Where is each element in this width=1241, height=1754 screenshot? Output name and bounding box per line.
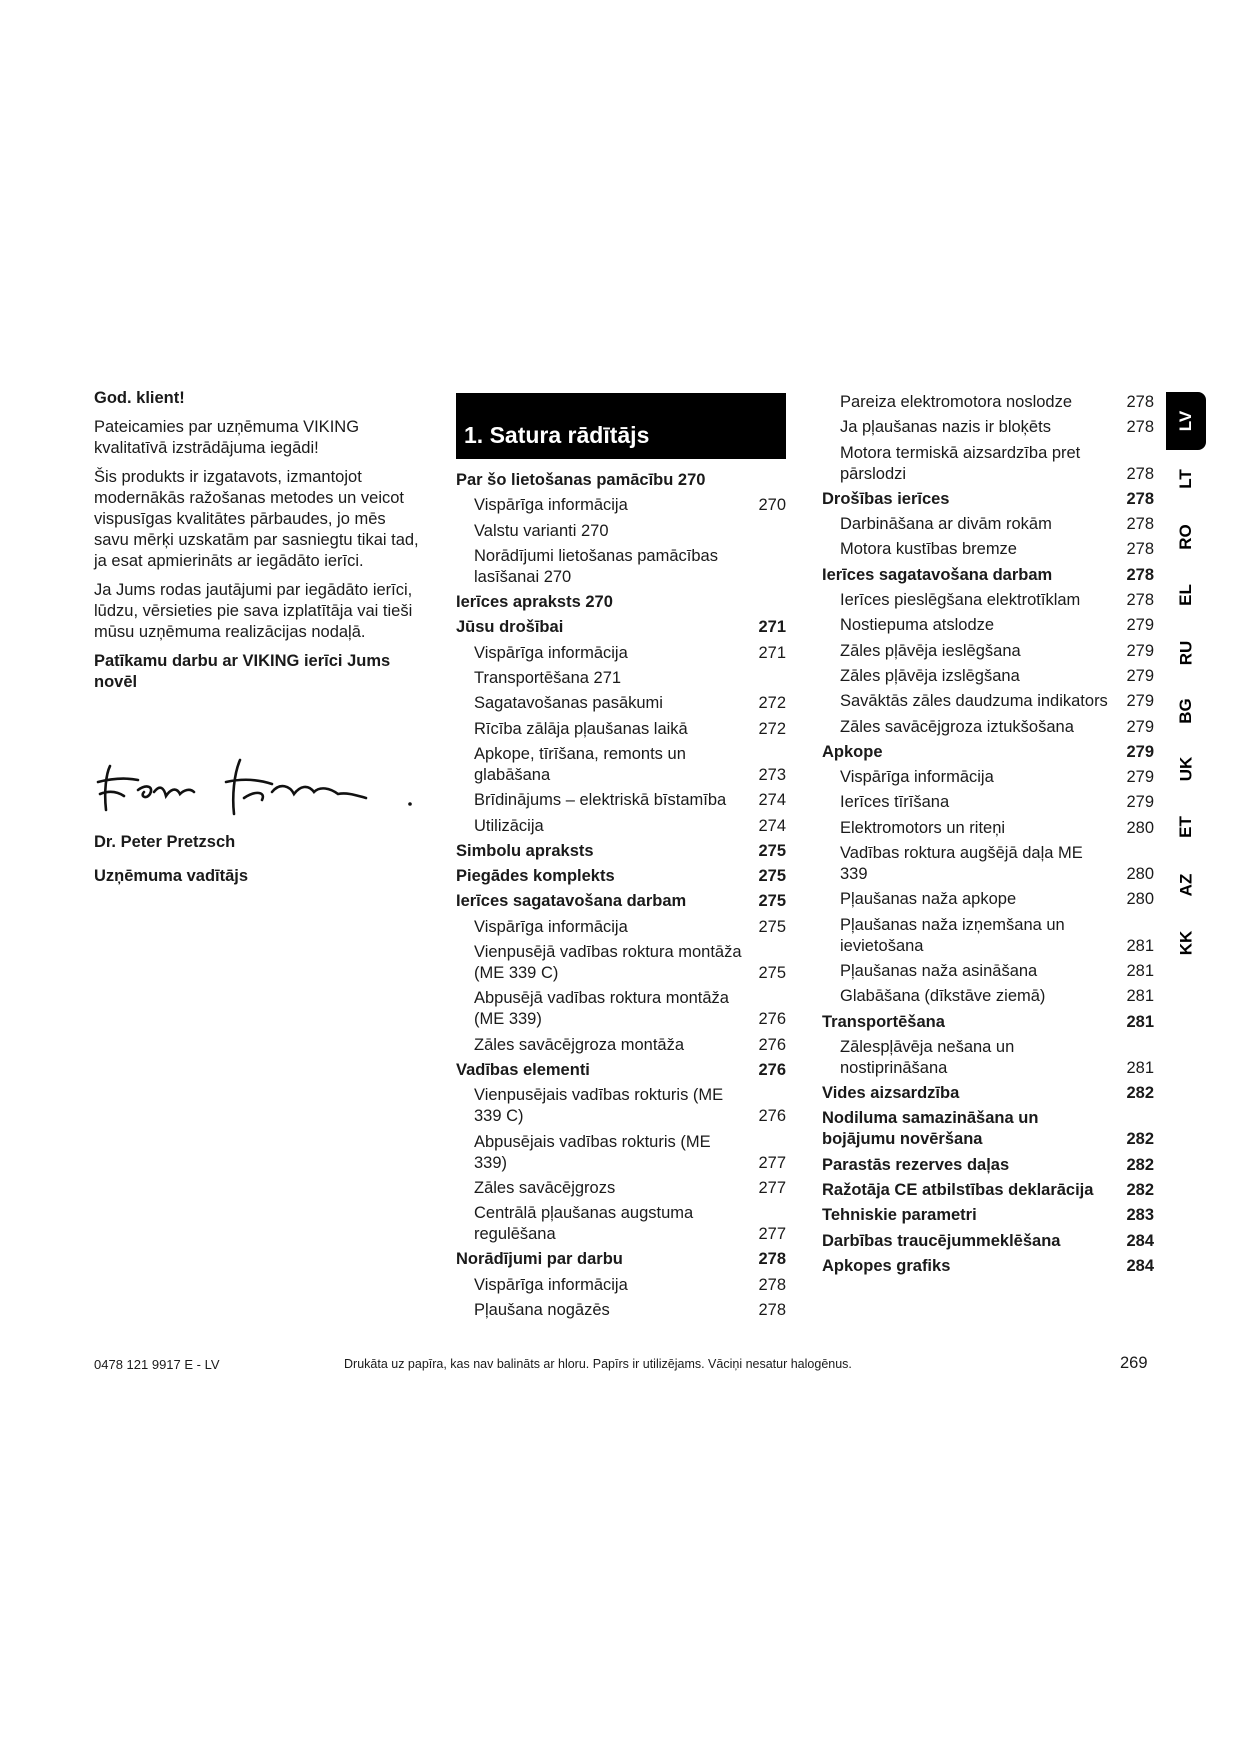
language-tabs [1166, 392, 1206, 972]
toc-entry [822, 590, 1154, 611]
toc-entry-page: 276 [758, 1107, 786, 1126]
toc-entry-page: 275 [758, 867, 786, 886]
language-tab-lt [1166, 450, 1206, 508]
toc-column-2 [822, 392, 1154, 1281]
toc-entry-page: 278 [758, 1301, 786, 1320]
toc-entry-page: 279 [1126, 717, 1154, 736]
toc-entry-title: Nostiepuma atslodze [840, 616, 995, 635]
toc-entry-title: Abpusējais vadības rokturis (ME 339) [474, 1132, 711, 1172]
toc-entry-title: Ja pļaušanas nazis ir bloķēts [840, 418, 1051, 437]
toc-entry-title: Parastās rezerves daļas [822, 1155, 1010, 1174]
closing-line: Patīkamu darbu ar VIKING ierīci Jums novēl [94, 652, 391, 691]
toc-entry [822, 514, 1154, 535]
toc-section [822, 1012, 1154, 1033]
toc-entry-page: 278 [1126, 565, 1154, 584]
toc-entry-title: Motora kustības bremze [840, 540, 1017, 559]
toc-entry [822, 767, 1154, 788]
toc-entry-title: Zāles pļāvēja ieslēgšana [840, 641, 1021, 660]
toc-entry-title: Ražotāja CE atbilstības deklarācija [822, 1181, 1094, 1200]
toc-entry-title: Pļaušanas naža asināšana [840, 961, 1038, 980]
toc-entry-page: 278 [1126, 393, 1154, 411]
toc-entry [456, 1132, 786, 1174]
toc-entry-page: 276 [758, 1010, 786, 1029]
signatory-role: Uzņēmuma vadītājs [94, 867, 249, 885]
toc-entry-title: Pļaušanas naža izņemšana un ievietošana [840, 915, 1065, 955]
toc-entry [822, 691, 1154, 712]
toc-entry-title: Norādījumi lietošanas pamācības lasīšanai 270 [474, 546, 718, 586]
toc-entry-title: Vadības roktura augšējā daļa ME 339 [840, 844, 1083, 884]
toc-entry-page: 277 [758, 1153, 786, 1172]
toc-entry [822, 717, 1154, 738]
toc-entry-title: Ierīces tīrīšana [840, 793, 950, 812]
toc-entry-title: Nodiluma samazināšana un bojājumu novēršana [822, 1109, 1039, 1149]
toc-section [822, 1108, 1154, 1150]
toc-entry [456, 988, 786, 1030]
language-tab-label: LT [1175, 469, 1195, 489]
toc-entry-page: 283 [1126, 1206, 1154, 1225]
toc-entry-title: Vispārīga informācija [474, 643, 628, 662]
toc-column-1 [456, 470, 786, 1325]
intro-paragraph-1: Pateicamies par uzņēmuma VIKING kvalitatīvā izstrādājuma iegādi! [94, 418, 360, 457]
toc-section [456, 1249, 786, 1270]
toc-section [456, 841, 786, 862]
language-tab-et [1166, 798, 1206, 856]
toc-section [822, 1155, 1154, 1176]
toc-entry-page: 278 [758, 1250, 786, 1269]
toc-entry [456, 1178, 786, 1199]
toc-entry-page: 279 [1126, 742, 1154, 761]
toc-entry-page: 270 [758, 496, 786, 515]
language-tab-label: RU [1176, 640, 1195, 666]
signature-image [94, 752, 424, 824]
toc-entry-page: 271 [758, 643, 786, 662]
toc-section [456, 592, 786, 613]
toc-entry-page: 278 [1126, 591, 1154, 610]
toc-entry-title: Zāles savācējgrozs [474, 1178, 616, 1197]
language-tab-ro [1166, 508, 1206, 566]
toc-entry [456, 495, 786, 516]
toc-section [456, 891, 786, 912]
toc-entry-page: 278 [1126, 418, 1154, 437]
toc-section [822, 1205, 1154, 1226]
signatory-name: Dr. Peter Pretzsch [94, 833, 236, 851]
toc-entry-title: Norādījumi par darbu [456, 1250, 623, 1269]
toc-entry-title: Piegādes komplekts [456, 867, 615, 886]
toc-entry [822, 1037, 1154, 1079]
intro-paragraph-2: Šis produkts ir izgatavots, izmantojot modernākās ražošanas metodes un veicot vispusīgas kvalitātes pārbaudes, jo mēs savu mērķi uzskatām par sasniegtu tikai tad, ja esat apmierināts ar iegādāto ierīci. [94, 468, 419, 570]
toc-entry-page: 271 [758, 618, 786, 637]
toc-entry-page: 280 [1126, 890, 1154, 909]
language-tab-az [1166, 856, 1206, 914]
toc-entry-page: 284 [1126, 1256, 1154, 1275]
toc-entry [822, 392, 1154, 413]
toc-entry-title: Vadības elementi [456, 1060, 590, 1079]
toc-entry-title: Ierīces sagatavošana darbam [456, 892, 687, 911]
toc-entry-title: Rīcība zālāja pļaušanas laikā [474, 719, 688, 738]
toc-entry-page: 279 [1126, 692, 1154, 711]
toc-entry [822, 889, 1154, 910]
toc-heading: 1. Satura rādītājs [456, 393, 786, 459]
toc-entry-title: Abpusējā vadības roktura montāža (ME 339) [474, 989, 729, 1029]
toc-entry-page: 279 [1126, 616, 1154, 635]
toc-entry [822, 792, 1154, 813]
toc-entry-title: Ierīces sagatavošana darbam [822, 565, 1053, 584]
toc-entry-title: Elektromotors un riteņi [840, 818, 1006, 837]
toc-entry [456, 668, 786, 689]
toc-entry [456, 1085, 786, 1127]
toc-entry [822, 641, 1154, 662]
toc-entry [822, 417, 1154, 438]
toc-entry-page: 282 [1126, 1084, 1154, 1103]
toc-entry-page: 279 [1126, 793, 1154, 812]
toc-entry-title: Brīdinājums – elektriskā bīstamība [474, 791, 727, 810]
toc-entry-title: Ierīces apraksts 270 [456, 593, 613, 612]
greeting: God. klient! [94, 389, 185, 407]
toc-entry-title: Apkope, tīrīšana, remonts un glabāšana [474, 744, 686, 784]
toc-entry-page: 281 [1126, 961, 1154, 980]
toc-entry-title: Darbināšana ar divām rokām [840, 515, 1052, 534]
toc-entry-title: Transportēšana 271 [474, 669, 622, 688]
toc-entry-title: Vienpusējais vadības rokturis (ME 339 C) [474, 1086, 724, 1126]
toc-entry-page: 278 [1126, 489, 1154, 508]
toc-entry-title: Zāles pļāvēja izslēgšana [840, 666, 1020, 685]
toc-entry [822, 615, 1154, 636]
toc-entry-title: Apkope [822, 742, 883, 761]
toc-entry-page: 281 [1126, 987, 1154, 1006]
toc-entry [822, 443, 1154, 485]
toc-entry [822, 986, 1154, 1007]
toc-entry [456, 643, 786, 664]
toc-entry-title: Pareiza elektromotora noslodze [840, 393, 1073, 411]
toc-entry-title: Simbolu apraksts [456, 841, 594, 860]
toc-section [456, 470, 786, 491]
toc-entry-page: 276 [758, 1060, 786, 1079]
toc-entry-title: Glabāšana (dīkstāve ziemā) [840, 987, 1046, 1006]
toc-entry [456, 917, 786, 938]
intro-paragraph-3: Ja Jums rodas jautājumi par iegādāto ierīci, lūdzu, vērsieties pie sava izplatītāja vai tieši mūsu uzņēmuma realizācijas nodaļā. [94, 581, 413, 641]
toc-entry-page: 281 [1126, 936, 1154, 955]
toc-section [822, 565, 1154, 586]
toc-entry-page: 278 [1126, 464, 1154, 483]
toc-entry-title: Vienpusējā vadības roktura montāža (ME 339 C) [474, 943, 742, 983]
toc-entry [456, 693, 786, 714]
toc-entry [822, 843, 1154, 885]
toc-entry-title: Pļaušana nogāzēs [474, 1301, 610, 1320]
toc-entry-page: 275 [758, 964, 786, 983]
language-tab-kk [1166, 914, 1206, 972]
paper-note: Drukāta uz papīra, kas nav balināts ar hloru. Papīrs ir utilizējams. Vāciņi nesatur halogēnus. [344, 1357, 852, 1371]
toc-entry-title: Utilizācija [474, 816, 544, 835]
toc-entry-title: Valstu varianti 270 [474, 521, 609, 540]
toc-entry-title: Vides aizsardzība [822, 1084, 960, 1103]
toc-entry [456, 816, 786, 837]
toc-entry-page: 281 [1126, 1058, 1154, 1077]
toc-entry [822, 961, 1154, 982]
toc-entry [456, 1300, 786, 1321]
language-tab-label: KK [1176, 930, 1195, 956]
toc-section [822, 489, 1154, 510]
toc-entry-title: Vispārīga informācija [474, 917, 628, 936]
toc-entry [456, 1203, 786, 1245]
toc-entry-title: Transportēšana [822, 1012, 945, 1031]
toc-entry-title: Vispārīga informācija [474, 1275, 628, 1294]
toc-entry-title: Jūsu drošībai [456, 618, 564, 637]
language-tab-bg [1166, 682, 1206, 740]
toc-section [456, 866, 786, 887]
toc-section [822, 1231, 1154, 1252]
intro-letter [94, 388, 424, 701]
language-tab-label: AZ [1175, 873, 1195, 897]
toc-entry-title: Motora termiskā aizsardzība pret pārslodzi [840, 443, 1081, 483]
toc-entry-page: 281 [1126, 1012, 1154, 1031]
page-number: 269 [1120, 1354, 1148, 1372]
toc-entry-page: 275 [758, 892, 786, 911]
toc-entry-page: 279 [1126, 768, 1154, 787]
language-tab-label: RO [1176, 524, 1195, 550]
toc-entry-page: 272 [758, 719, 786, 738]
toc-entry-page: 274 [758, 791, 786, 810]
toc-entry [456, 790, 786, 811]
language-tab-el [1166, 566, 1206, 624]
toc-entry [822, 666, 1154, 687]
toc-entry-page: 279 [1126, 666, 1154, 685]
toc-entry-title: Centrālā pļaušanas augstuma regulēšana [474, 1204, 694, 1244]
toc-entry-title: Drošības ierīces [822, 489, 950, 508]
toc-section [822, 1180, 1154, 1201]
toc-section [456, 1060, 786, 1081]
toc-entry-title: Sagatavošanas pasākumi [474, 694, 663, 713]
toc-entry-page: 274 [758, 816, 786, 835]
language-tab-lv [1166, 392, 1206, 450]
toc-entry [456, 546, 786, 588]
toc-entry-title: Par šo lietošanas pamācību 270 [456, 471, 706, 489]
toc-entry [822, 539, 1154, 560]
toc-entry [456, 1035, 786, 1056]
toc-entry-page: 276 [758, 1035, 786, 1054]
language-tab-label: EL [1175, 584, 1195, 606]
toc-entry-page: 275 [758, 917, 786, 936]
toc-entry-page: 282 [1126, 1181, 1154, 1200]
toc-entry-page: 277 [758, 1225, 786, 1244]
toc-entry [822, 818, 1154, 839]
toc-entry-title: Zāles savācējgroza iztukšošana [840, 717, 1074, 736]
toc-entry-title: Tehniskie parametri [822, 1206, 977, 1225]
toc-entry-title: Pļaušanas naža apkope [840, 890, 1017, 909]
toc-entry-page: 284 [1126, 1231, 1154, 1250]
toc-entry-page: 280 [1126, 865, 1154, 884]
toc-entry-title: Apkopes grafiks [822, 1256, 951, 1275]
toc-entry-title: Darbības traucējummeklēšana [822, 1231, 1061, 1250]
toc-entry [456, 942, 786, 984]
toc-entry-page: 275 [758, 841, 786, 860]
toc-entry-page: 278 [758, 1275, 786, 1294]
toc-entry-page: 277 [758, 1178, 786, 1197]
toc-entry-page: 278 [1126, 540, 1154, 559]
toc-entry-page: 282 [1126, 1130, 1154, 1149]
toc-entry [456, 1275, 786, 1296]
toc-entry-page: 278 [1126, 515, 1154, 534]
toc-entry [456, 744, 786, 786]
toc-entry [456, 719, 786, 740]
toc-section [456, 617, 786, 638]
toc-entry-title: Zāles savācējgroza montāža [474, 1035, 685, 1054]
toc-entry-page: 272 [758, 694, 786, 713]
toc-entry-page: 279 [1126, 641, 1154, 660]
toc-section [822, 1256, 1154, 1277]
toc-entry-page: 280 [1126, 818, 1154, 837]
language-tab-ru [1166, 624, 1206, 682]
toc-entry [456, 521, 786, 542]
toc-entry-title: Vispārīga informācija [840, 768, 994, 787]
toc-entry-title: Zālespļāvēja nešana un nostiprināšana [840, 1037, 1015, 1077]
toc-entry [822, 915, 1154, 957]
language-tab-label: LV [1176, 410, 1195, 432]
toc-entry-title: Savāktās zāles daudzuma indikators [840, 692, 1108, 711]
language-tab-label: UK [1176, 756, 1195, 782]
toc-entry-title: Vispārīga informācija [474, 496, 628, 515]
language-tab-label: ET [1175, 816, 1195, 838]
language-tab-label: BG [1176, 698, 1195, 724]
toc-entry-page: 282 [1126, 1155, 1154, 1174]
document-code: 0478 121 9917 E - LV [94, 1357, 220, 1372]
toc-entry-page: 273 [758, 765, 786, 784]
toc-section [822, 1083, 1154, 1104]
language-tab-uk [1166, 740, 1206, 798]
toc-entry-title: Ierīces pieslēgšana elektrotīklam [840, 591, 1081, 610]
toc-section [822, 742, 1154, 763]
